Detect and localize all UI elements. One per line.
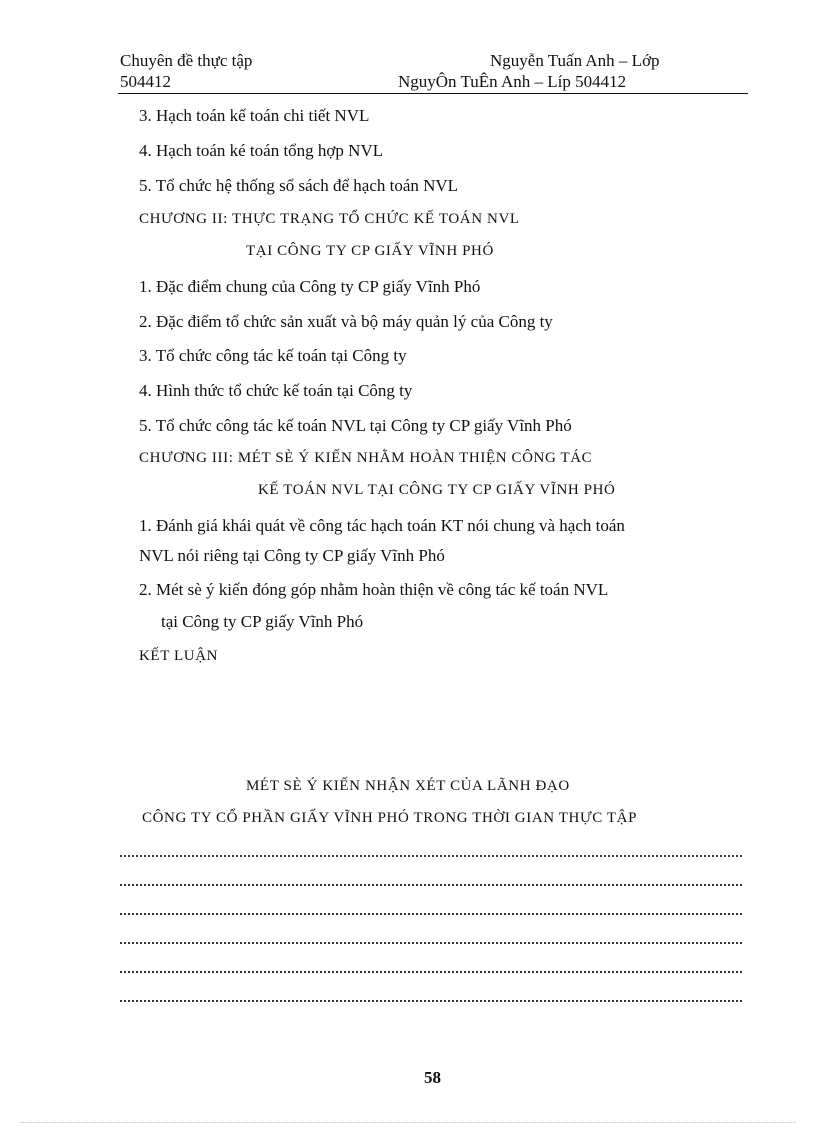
chapter2-item-5: 5. Tổ chức công tác kế toán NVL tại Công ty CP giấy Vĩnh Phó [139, 416, 572, 435]
dotted-line [120, 971, 742, 973]
chapter3-item-1-line1: 1. Đánh giá khái quát về công tác hạch toán KT nói chung và hạch toán [139, 516, 625, 535]
dotted-line [120, 1000, 742, 1002]
dotted-line [120, 942, 742, 944]
chapter2-item-3: 3. Tổ chức công tác kế toán tại Công ty [139, 346, 407, 365]
header-rule [118, 93, 748, 94]
chapter2-title-line2: TẠI CÔNG TY CP GIẤY VĨNH PHÓ [246, 243, 494, 259]
conclusion-heading: KẾT LUẬN [139, 648, 219, 664]
chapter2-item-2: 2. Đặc điểm tổ chức sản xuất và bộ máy quản lý của Công ty [139, 312, 553, 331]
header-right-top: Nguyễn Tuấn Anh – Lớp [490, 51, 660, 70]
comments-title-line1: MÉT SÈ Ý KIẾN NHẬN XÉT CỦA LÃNH ĐẠO [246, 778, 570, 794]
chapter3-title-line2: KẾ TOÁN NVL TẠI CÔNG TY CP GIẤY VĨNH PHÓ [258, 482, 616, 498]
chapter3-title-line1: CHƯƠNG III: MÉT SÈ Ý KIẾN NHẰM HOÀN THIỆN CÔNG TÁC [139, 450, 593, 466]
header-right-bottom: NguyÔn TuÊn Anh – Líp 504412 [398, 72, 627, 91]
header-left-bottom: 504412 [120, 72, 171, 91]
dotted-line [120, 855, 742, 857]
dotted-line [120, 913, 742, 915]
chapter2-item-4: 4. Hình thức tổ chức kế toán tại Công ty [139, 381, 413, 400]
toc-item-5: 5. Tổ chức hệ thống sổ sách để hạch toán NVL [139, 176, 459, 195]
page-number: 58 [424, 1068, 441, 1087]
chapter3-item-2-line2: tại Công ty CP giấy Vĩnh Phó [161, 612, 364, 631]
chapter3-item-1-line2: NVL nói riêng tại Công ty CP giấy Vĩnh Phó [139, 546, 445, 565]
header-left-top: Chuyên đề thực tập [120, 51, 253, 70]
chapter2-item-1: 1. Đặc điểm chung của Công ty CP giấy Vĩnh Phó [139, 277, 481, 296]
chapter2-title-line1: CHƯƠNG II: THỰC TRẠNG TỔ CHỨC KẾ TOÁN NVL [139, 211, 520, 227]
dotted-line [120, 884, 742, 886]
toc-item-4: 4. Hạch toán ké toán tổng hợp NVL [139, 141, 384, 160]
toc-item-3: 3. Hạch toán kế toán chi tiết NVL [139, 106, 370, 125]
chapter3-item-2-line1: 2. Mét sè ý kiến đóng góp nhằm hoàn thiện về công tác kế toán NVL [139, 580, 609, 599]
comments-title-line2: CÔNG TY CỔ PHẦN GIẤY VĨNH PHÓ TRONG THỜI GIAN THỰC TẬP [142, 810, 638, 826]
